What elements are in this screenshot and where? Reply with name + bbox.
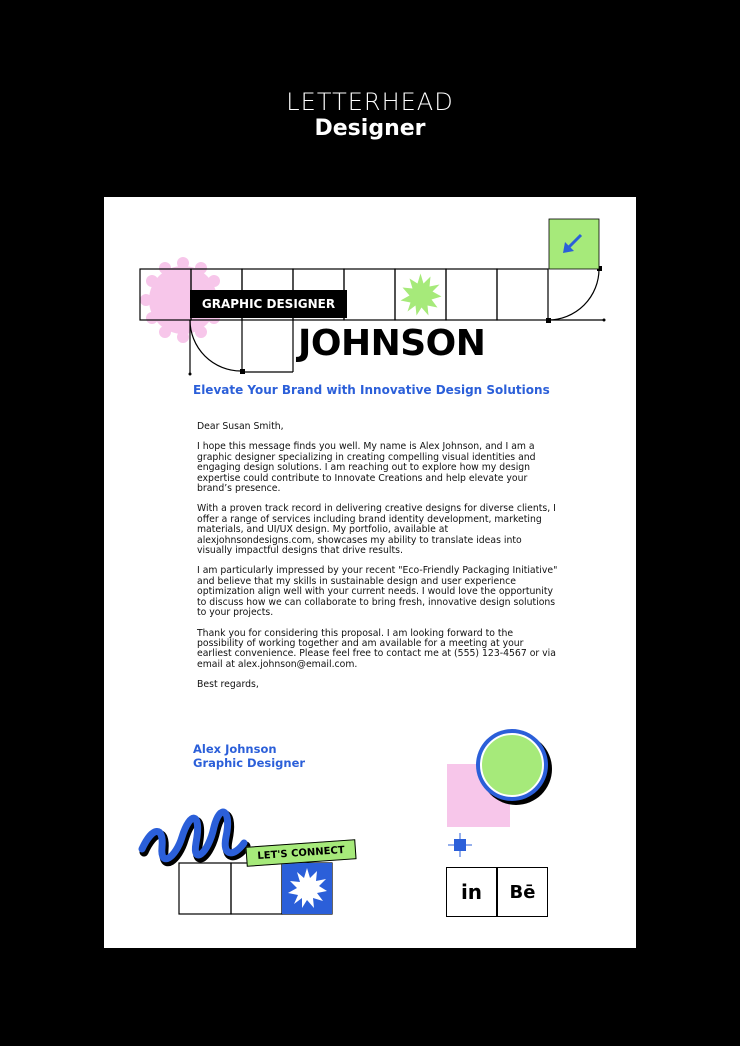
plus-square-icon — [448, 833, 472, 857]
salutation: Dear Susan Smith, — [197, 421, 284, 432]
signature — [193, 742, 305, 770]
letterhead-page — [104, 197, 636, 948]
signature-name: Alex Johnson — [193, 742, 277, 756]
lets-connect-badge: LET'S CONNECT — [245, 839, 356, 867]
paragraph-2: With a proven track record in delivering creative designs for diverse clients, I offer a range of services including brand identity development, marketing materials, and UI/UX design. My portfolio, available at alexjohnsondesigns.com, showcases my ability to translate ideas into visually impactful designs that drive results. — [197, 503, 556, 557]
shape-cluster — [447, 729, 552, 827]
closing: Best regards, — [197, 679, 259, 691]
starburst-icon — [401, 274, 442, 316]
paragraph-3: I am particularly impressed by your recent "Eco-Friendly Packaging Initiative" and believe that my skills in sustainable design and user experience optimization align well with your current needs. I would love the opportunity to discuss how we can collaborate to bring fresh, innovative design solutions to your projects. — [197, 565, 558, 619]
header-title-light: LETTERHEAD — [286, 88, 454, 116]
signature-title: Graphic Designer — [193, 756, 306, 770]
starburst-icon — [282, 863, 332, 914]
paragraph-4: Thank you for considering this proposal. I am looking forward to the possibility of working together and am available for a meeting at your earliest convenience. Please feel free to contact me at (555) 123-4567 or via email at alex.johnson@email.com. — [197, 627, 556, 670]
role-label: GRAPHIC DESIGNER — [190, 290, 347, 318]
arrow-down-left-icon — [549, 219, 599, 269]
behance-icon[interactable]: Bē — [497, 867, 548, 917]
letter-body — [197, 422, 559, 701]
surname-title: JOHNSON — [298, 323, 486, 364]
linkedin-icon[interactable]: in — [446, 867, 497, 917]
tagline: Elevate Your Brand with Innovative Design Solutions — [193, 383, 550, 397]
scribble-icon — [142, 812, 246, 862]
paragraph-1: I hope this message finds you well. My name is Alex Johnson, and I am a graphic designer specializing in creating compelling visual identities and engaging design solutions. I am reaching out to explore how my design expertise could contribute to Innovate Creations and help elevate your brand’s presence. — [197, 441, 536, 495]
header-title-bold: Designer — [314, 116, 426, 141]
